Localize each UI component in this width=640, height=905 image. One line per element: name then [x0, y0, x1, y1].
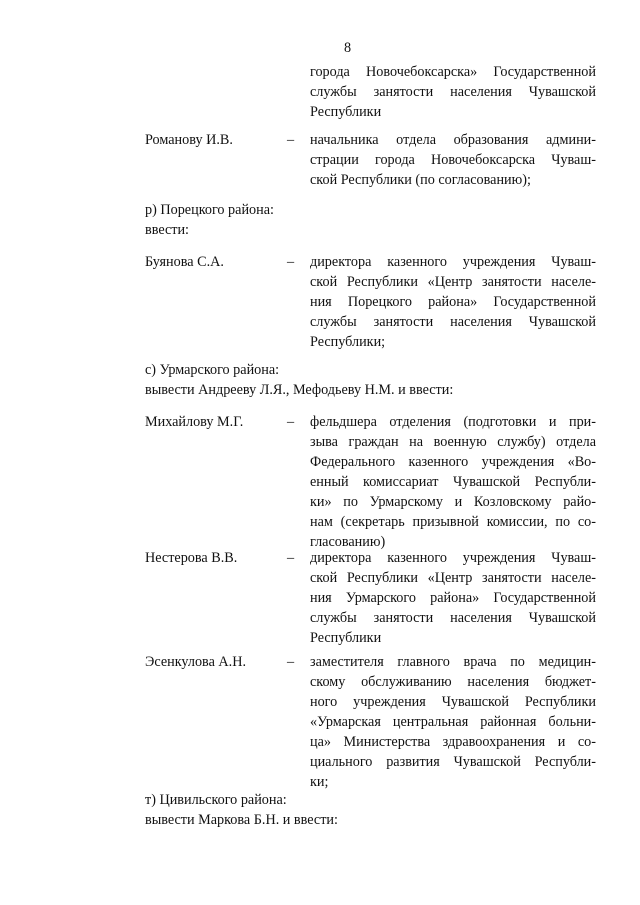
- text-line: Республики;: [310, 334, 386, 350]
- section-instruction: вывести Андрееву Л.Я., Мефодьеву Н.М. и ввести:: [145, 382, 454, 398]
- text-line: ния Порецкого района» Государственной: [310, 294, 596, 310]
- dash-separator: –: [287, 132, 295, 148]
- text-line: зыва граждан на военную службу) отдела: [310, 434, 596, 450]
- text-line: города Новочебоксарска» Государственной: [310, 64, 596, 80]
- position-description: [310, 652, 596, 792]
- text-line: нам (секретарь призывной комиссии, по со-: [310, 514, 596, 530]
- dash-separator: –: [287, 550, 295, 566]
- section-instruction: вывести Маркова Б.Н. и ввести:: [145, 812, 338, 828]
- person-name: Эсенкулова А.Н.: [145, 654, 247, 670]
- section-heading: т) Цивильского района:: [145, 792, 287, 808]
- position-description: [310, 252, 596, 352]
- dash-separator: –: [287, 254, 295, 270]
- person-name: Буянова С.А.: [145, 254, 224, 270]
- continuation-text: [310, 62, 596, 122]
- text-line: ской Республики «Центр занятости населе-: [310, 274, 596, 290]
- text-line: службы занятости населения Чувашской: [310, 84, 596, 100]
- text-line: Республики: [310, 104, 382, 120]
- text-line: Федерального казенного учреждения «Во-: [310, 454, 596, 470]
- text-line: скому обслуживанию населения бюджет-: [310, 674, 596, 690]
- text-line: Республики: [310, 630, 382, 646]
- text-line: «Урмарская центральная районная больни-: [310, 714, 596, 730]
- person-name: Нестерова В.В.: [145, 550, 238, 566]
- text-line: страции города Новочебоксарска Чуваш-: [310, 152, 596, 168]
- section-heading: с) Урмарского района:: [145, 362, 280, 378]
- text-line: енный комиссариат Чувашской Республи-: [310, 474, 596, 490]
- text-line: директора казенного учреждения Чуваш-: [310, 254, 596, 270]
- section-instruction: ввести:: [145, 222, 189, 238]
- text-line: гласованию): [310, 534, 386, 550]
- text-line: ки» по Урмарскому и Козловскому райо-: [310, 494, 596, 510]
- text-line: ния Урмарского района» Государственной: [310, 590, 596, 606]
- position-description: [310, 548, 596, 648]
- text-line: заместителя главного врача по медицин-: [310, 654, 596, 670]
- text-line: ца» Министерства здравоохранения и со-: [310, 734, 596, 750]
- dash-separator: –: [287, 414, 295, 430]
- text-line: ской Республики «Центр занятости населе-: [310, 570, 596, 586]
- section-heading: р) Порецкого района:: [145, 202, 274, 218]
- text-line: циального развития Чувашской Республи-: [310, 754, 596, 770]
- text-line: службы занятости населения Чувашской: [310, 314, 596, 330]
- text-line: начальника отдела образования админи-: [310, 132, 596, 148]
- position-description: [310, 412, 596, 552]
- person-name: Романову И.В.: [145, 132, 233, 148]
- text-line: службы занятости населения Чувашской: [310, 610, 596, 626]
- text-line: ного учреждения Чувашской Республики: [310, 694, 596, 710]
- text-line: фельдшера отделения (подготовки и при-: [310, 414, 596, 430]
- page-number: 8: [344, 40, 352, 56]
- position-description: [310, 130, 596, 190]
- person-name: Михайлову М.Г.: [145, 414, 244, 430]
- text-line: ской Республики (по согласованию);: [310, 172, 531, 188]
- text-line: ки;: [310, 774, 329, 790]
- text-line: директора казенного учреждения Чуваш-: [310, 550, 596, 566]
- dash-separator: –: [287, 654, 295, 670]
